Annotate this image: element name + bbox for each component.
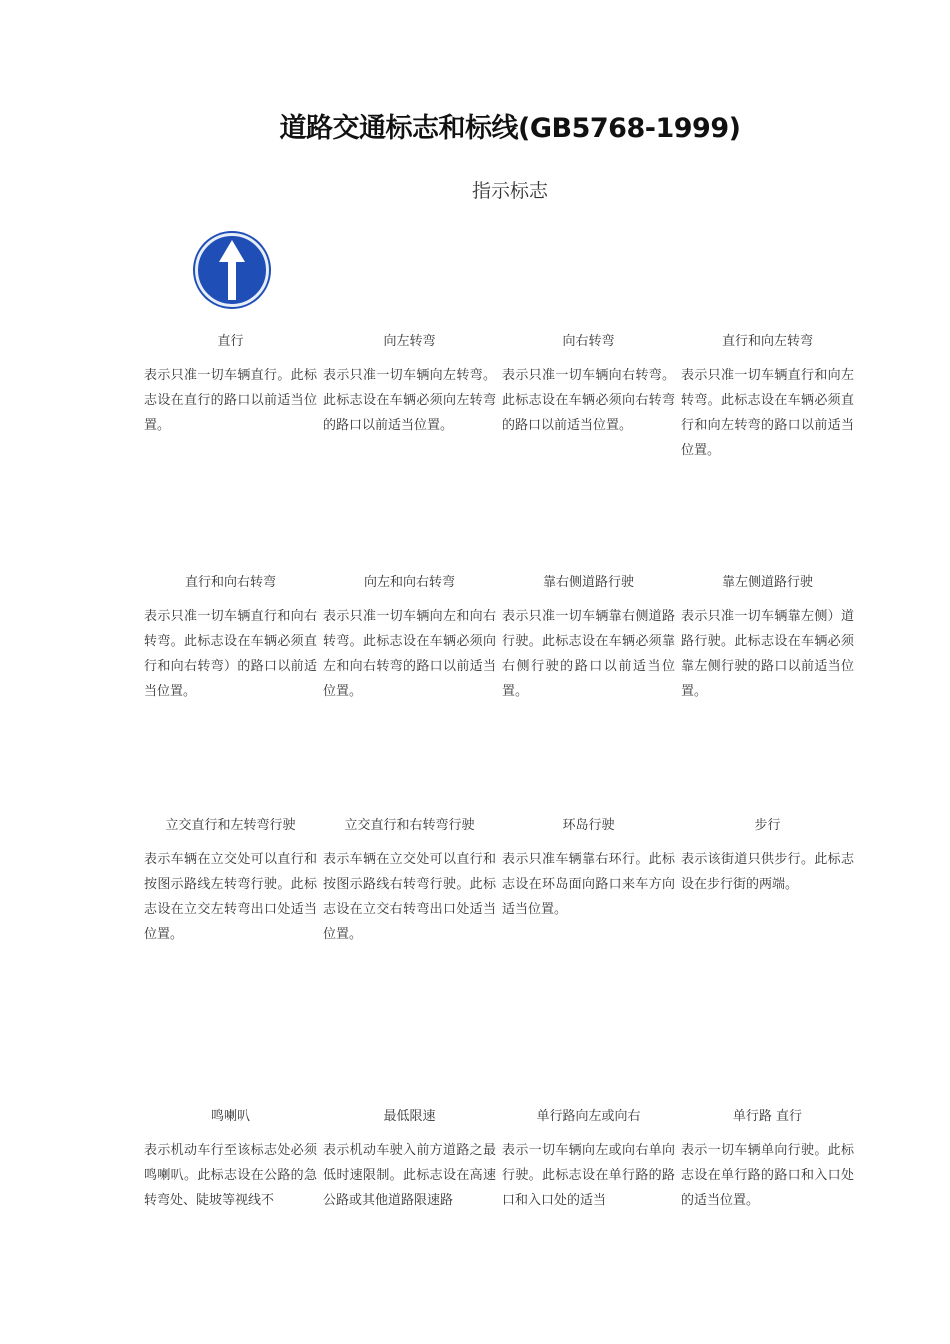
sign-entry bbox=[502, 333, 681, 463]
sign-description: 表示一切车辆向左或向右单向行驶。此标志设在单行路的路口和入口处的适当 bbox=[502, 1143, 675, 1208]
sign-entry bbox=[681, 574, 860, 704]
sign-name: 立交直行和右转弯行驶 bbox=[344, 818, 475, 833]
sign-name: 立交直行和左转弯行驶 bbox=[165, 818, 296, 833]
sign-entry bbox=[502, 574, 681, 704]
sign-description: 表示只准一切车辆靠右侧道路行驶。此标志设在车辆必须靠右侧行驶的路口以前适当位置。 bbox=[502, 609, 675, 699]
sign-name: 单行路向左或向右 bbox=[536, 1109, 641, 1124]
sign-name: 单行路 直行 bbox=[732, 1109, 803, 1124]
sign-row-4 bbox=[144, 1108, 860, 1213]
sign-name: 鸣喇叭 bbox=[210, 1109, 250, 1124]
sign-description: 表示只准车辆靠右环行。此标志设在环岛面向路口来车方向适当位置。 bbox=[502, 852, 675, 917]
sign-description: 表示只准一切车辆直行和向左转弯。此标志设在车辆必须直行和向左转弯的路口以前适当位置。 bbox=[681, 368, 854, 458]
page-title: 道路交通标志和标线(GB5768-1999) bbox=[279, 113, 741, 144]
sign-name: 靠左侧道路行驶 bbox=[721, 575, 813, 590]
sign-name: 直行和向左转弯 bbox=[721, 334, 813, 349]
sign-description: 表示只准一切车辆直行和向右转弯。此标志设在车辆必须直行和向右转弯）的路口以前适当位置。 bbox=[144, 609, 317, 699]
sign-row-1 bbox=[144, 333, 860, 463]
sign-entry bbox=[144, 1108, 323, 1213]
sign-row-2 bbox=[144, 574, 860, 704]
sign-name: 直行和向右转弯 bbox=[184, 575, 276, 590]
straight-ahead-sign-icon bbox=[192, 230, 272, 310]
sign-description: 表示机动车驶入前方道路之最低时速限制。此标志设在高速公路或其他道路限速路 bbox=[323, 1143, 496, 1208]
sign-description: 表示只准一切车辆直行。此标志设在直行的路口以前适当位置。 bbox=[144, 368, 317, 433]
sign-description: 表示只准一切车辆靠左侧）道路行驶。此标志设在车辆必须靠左侧行驶的路口以前适当位置。 bbox=[681, 609, 854, 699]
sign-description: 表示车辆在立交处可以直行和按图示路线右转弯行驶。此标志设在立交右转弯出口处适当位置。 bbox=[323, 852, 496, 942]
sign-name: 直行 bbox=[217, 334, 244, 349]
sign-name: 向左和向右转弯 bbox=[363, 575, 455, 590]
section-subtitle: 指示标志 bbox=[471, 180, 548, 202]
sign-name: 最低限速 bbox=[383, 1109, 436, 1124]
sign-entry bbox=[502, 817, 681, 947]
sign-entry bbox=[681, 1108, 860, 1213]
sign-description: 表示只准一切车辆向右转弯。此标志设在车辆必须向右转弯的路口以前适当位置。 bbox=[502, 368, 675, 433]
sign-entry bbox=[144, 817, 323, 947]
sign-entry bbox=[681, 817, 860, 947]
sign-entry bbox=[502, 1108, 681, 1213]
sign-entry bbox=[323, 333, 502, 463]
sign-description: 表示只准一切车辆向左和向右转弯。此标志设在车辆必须向左和向右转弯的路口以前适当位置。 bbox=[323, 609, 496, 699]
sign-entry bbox=[323, 817, 502, 947]
sign-entry bbox=[144, 333, 323, 463]
sign-description: 表示一切车辆单向行驶。此标志设在单行路的路口和入口处的适当位置。 bbox=[681, 1143, 854, 1208]
sign-description: 表示只准一切车辆向左转弯。此标志设在车辆必须向左转弯的路口以前适当位置。 bbox=[323, 368, 496, 433]
sign-description: 表示该街道只供步行。此标志设在步行街的两端。 bbox=[681, 852, 854, 892]
sign-name: 靠右侧道路行驶 bbox=[542, 575, 634, 590]
sign-name: 环岛行驶 bbox=[562, 818, 615, 833]
sign-description: 表示车辆在立交处可以直行和按图示路线左转弯行驶。此标志设在立交左转弯出口处适当位置。 bbox=[144, 852, 317, 942]
sign-entry bbox=[681, 333, 860, 463]
sign-name: 向左转弯 bbox=[383, 334, 436, 349]
sign-description: 表示机动车行至该标志处必须鸣喇叭。此标志设在公路的急转弯处、陡坡等视线不 bbox=[144, 1143, 317, 1208]
sign-entry bbox=[144, 574, 323, 704]
sign-name: 步行 bbox=[754, 818, 781, 833]
sign-name: 向右转弯 bbox=[562, 334, 615, 349]
sign-entry bbox=[323, 574, 502, 704]
sign-row-3 bbox=[144, 817, 860, 947]
sign-entry bbox=[323, 1108, 502, 1213]
